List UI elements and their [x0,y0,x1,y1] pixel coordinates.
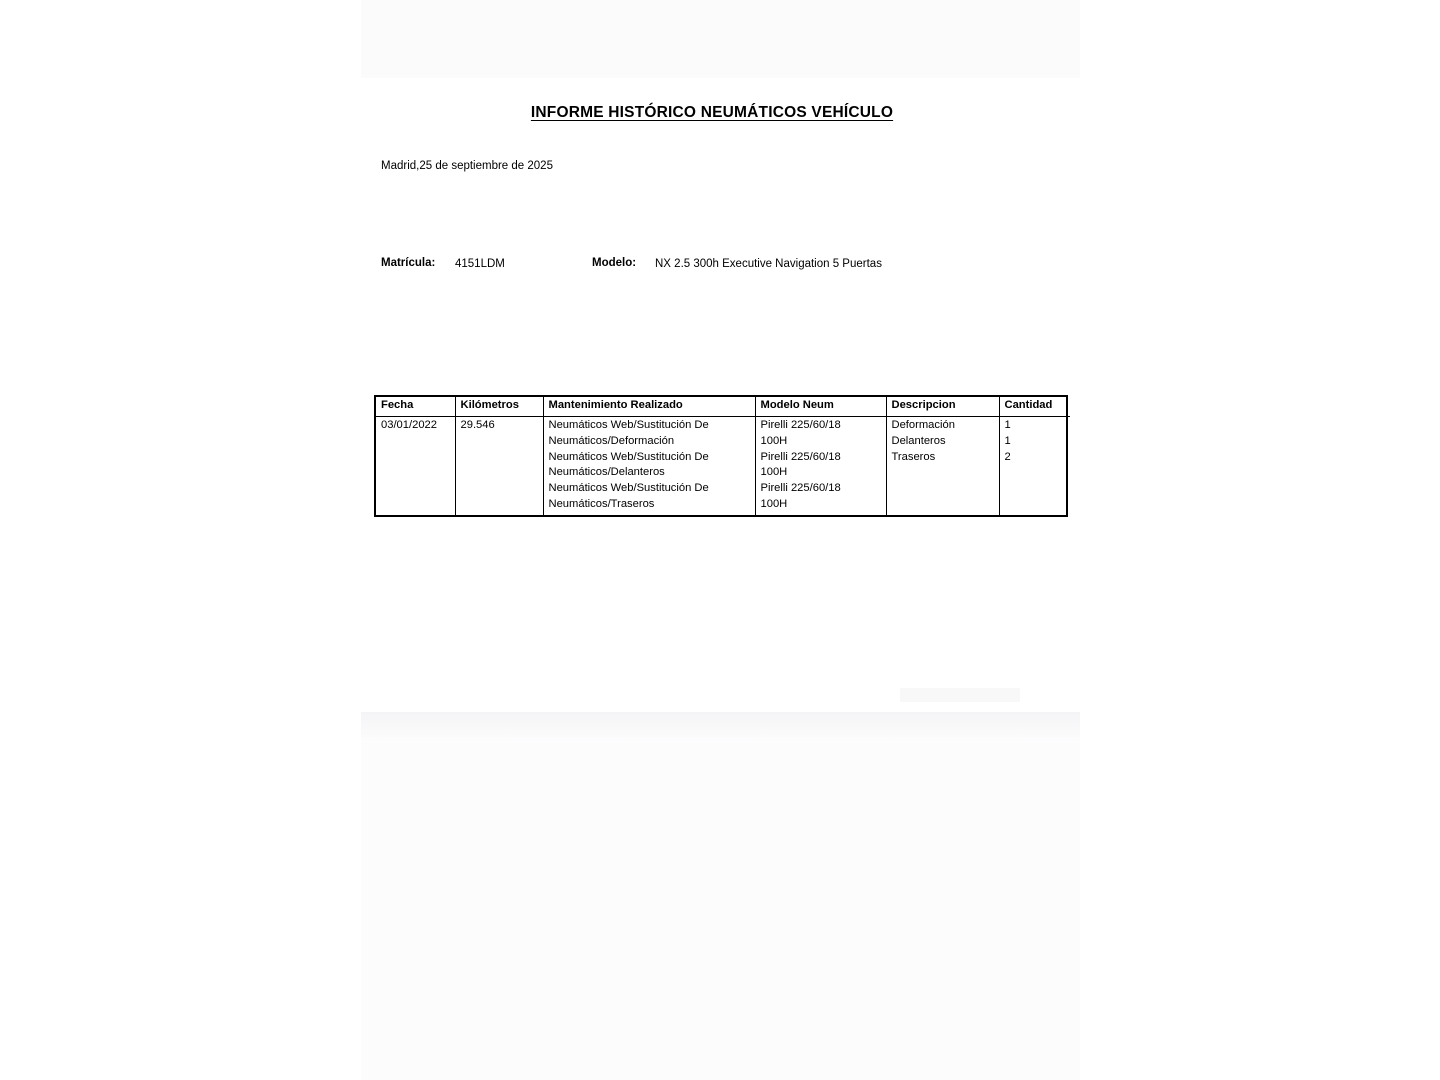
tyre-history-table [376,397,1070,515]
modelo-neum-line: Pirelli 225/60/18 [760,450,841,463]
mantenimiento-line: Neumáticos/Traseros [548,497,655,510]
mantenimiento-line: Neumáticos/Deformación [548,434,675,447]
plate-value: 4151LDM [455,258,505,270]
cell-mantenimiento [543,417,755,515]
mantenimiento-line: Neumáticos Web/Sustitución De [548,482,709,495]
cell-cantidad [999,417,1070,515]
cantidad-line: 1 [1004,434,1011,447]
cell-descripcion [886,417,999,515]
mantenimiento-line: Neumáticos/Delanteros [548,466,665,479]
descripcion-line: Delanteros [891,434,946,447]
column-header-cantidad: Cantidad [999,397,1070,417]
modelo-neum-line: Pirelli 225/60/18 [760,482,841,495]
descripcion-line: Deformación [891,419,955,431]
modelo-neum-line: 100H [760,497,788,510]
model-value: NX 2.5 300h Executive Navigation 5 Puertas [655,258,882,270]
tyre-history-table-frame [374,395,1068,517]
table-header-row [376,397,1070,417]
modelo-neum-line: Pirelli 225/60/18 [760,419,841,431]
column-header-modelo-neum: Modelo Neum [755,397,886,417]
cell-modelo-neum [755,417,886,515]
column-header-fecha: Fecha [376,397,455,417]
descripcion-line: Traseros [891,450,936,463]
scan-background-bottom [361,712,1080,1080]
cell-fecha: 03/01/2022 [376,417,455,515]
mantenimiento-line: Neumáticos Web/Sustitución De [548,419,709,431]
model-label: Modelo: [592,257,637,269]
page-title [0,104,1424,122]
plate-label: Matrícula: [381,257,436,269]
table-row [376,417,1070,515]
city-and-date: Madrid,25 de septiembre de 2025 [381,160,553,172]
scan-smudge [361,712,1080,742]
column-header-descripcion: Descripcion [886,397,999,417]
mantenimiento-line: Neumáticos Web/Sustitución De [548,450,709,463]
cell-kilometros: 29.546 [455,417,543,515]
modelo-neum-line: 100H [760,466,788,479]
modelo-neum-line: 100H [760,434,788,447]
cantidad-line: 2 [1004,450,1011,463]
page-title-text: INFORME HISTÓRICO NEUMÁTICOS VEHÍCULO [530,104,894,121]
cantidad-line: 1 [1004,419,1011,431]
column-header-kilometros: Kilómetros [455,397,543,417]
scan-background-top [361,0,1080,78]
scan-smudge-secondary [900,688,1020,702]
column-header-mantenimiento: Mantenimiento Realizado [543,397,755,417]
